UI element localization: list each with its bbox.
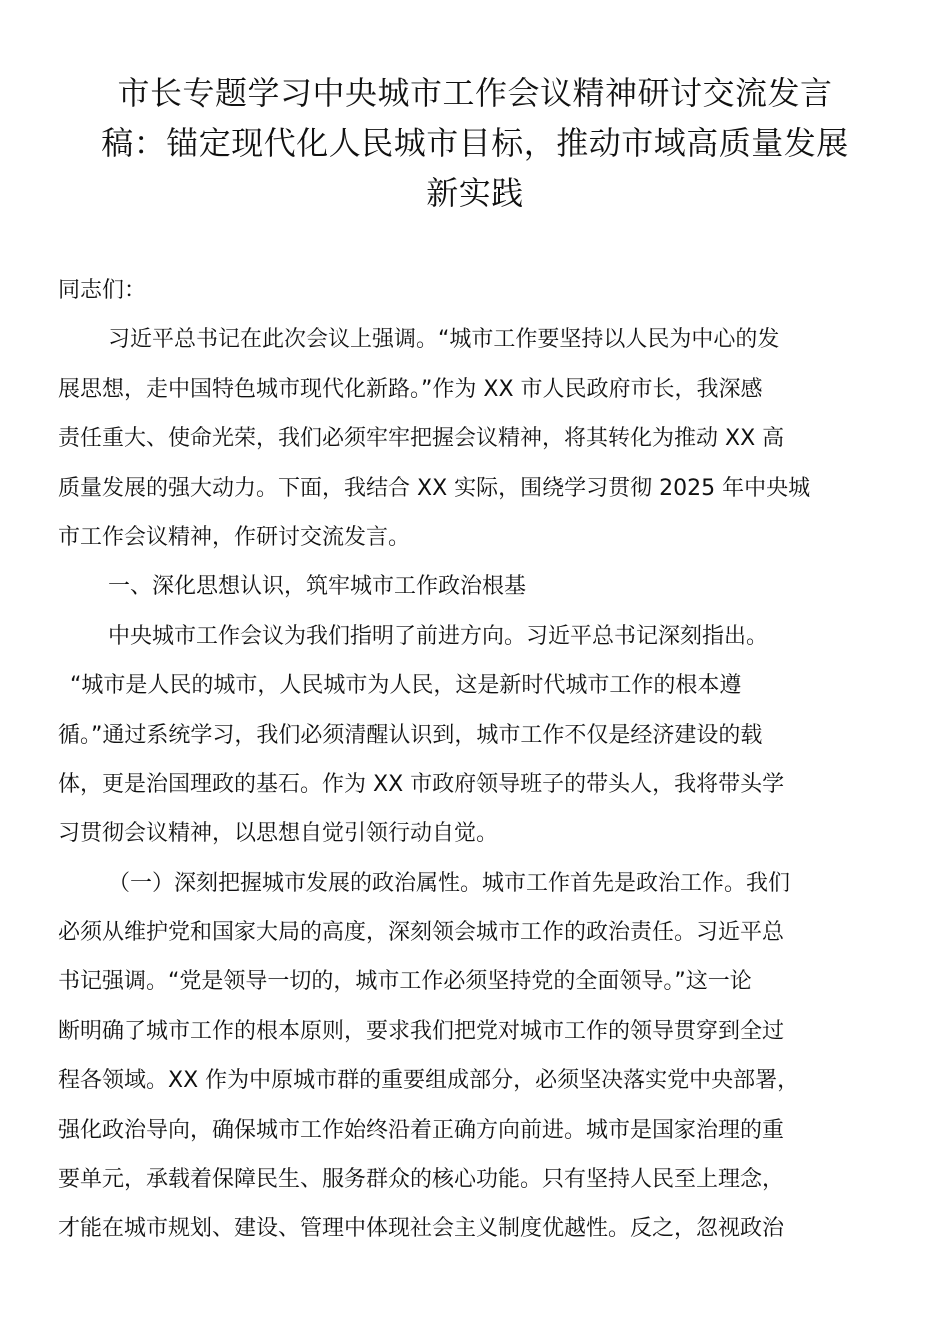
paragraph-line: 程各领域。XX 作为中原城市群的重要组成部分，必须坚决落实党中央部署， <box>58 1068 800 1094</box>
paragraph-line: 展思想，走中国特色城市现代化新路。”作为 XX 市人民政府市长，我深感 <box>58 376 763 402</box>
paragraph-line: 习贯彻会议精神，以思想自觉引领行动自觉。 <box>58 821 499 847</box>
paragraph-line: 市工作会议精神，作研讨交流发言。 <box>58 524 411 550</box>
paragraph-line: 必须从维护党和国家大局的高度，深刻领会城市工作的政治责任。习近平总 <box>58 920 785 946</box>
paragraph-line: （一）深刻把握城市发展的政治属性。城市工作首先是政治工作。我们 <box>108 870 791 896</box>
paragraph-line: 要单元，承载着保障民生、服务群众的核心功能。只有坚持人民至上理念， <box>58 1167 785 1193</box>
paragraph-line: 体，更是治国理政的基石。作为 XX 市政府领导班子的带头人，我将带头学 <box>58 771 785 797</box>
paragraph-line: 中央城市工作会议为我们指明了前进方向。习近平总书记深刻指出。 <box>108 623 769 649</box>
salutation: 同志们： <box>58 278 147 303</box>
paragraph-line: 习近平总书记在此次会议上强调。“城市工作要坚持以人民为中心的发 <box>108 327 780 353</box>
title-line: 稿：锚定现代化人民城市目标，推动市域高质量发展 <box>101 124 849 162</box>
paragraph-line: 断明确了城市工作的根本原则，要求我们把党对城市工作的领导贯穿到全过 <box>58 1018 785 1044</box>
title-line: 新实践 <box>426 174 524 212</box>
paragraph-line: “城市是人民的城市，人民城市为人民，这是新时代城市工作的根本遵 <box>70 673 742 699</box>
paragraph-line: 质量发展的强大动力。下面，我结合 XX 实际，围绕学习贯彻 2025 年中央城 <box>58 475 811 501</box>
title-line: 市长专题学习中央城市工作会议精神研讨交流发言 <box>117 74 833 112</box>
document-title <box>60 68 890 218</box>
paragraph-line: 循。”通过系统学习，我们必须清醒认识到，城市工作不仅是经济建设的载 <box>58 722 763 748</box>
section-heading: 一、深化思想认识，筑牢城市工作政治根基 <box>108 574 527 600</box>
paragraph-line: 强化政治导向，确保城市工作始终沿着正确方向前进。城市是国家治理的重 <box>58 1117 785 1143</box>
paragraph-line: 责任重大、使命光荣，我们必须牢牢把握会议精神，将其转化为推动 XX 高 <box>58 426 785 452</box>
paragraph-line: 书记强调。“党是领导一切的，城市工作必须坚持党的全面领导。”这一论 <box>58 969 752 995</box>
document-body <box>58 266 898 1254</box>
paragraph-line: 才能在城市规划、建设、管理中体现社会主义制度优越性。反之，忽视政治 <box>58 1216 785 1242</box>
